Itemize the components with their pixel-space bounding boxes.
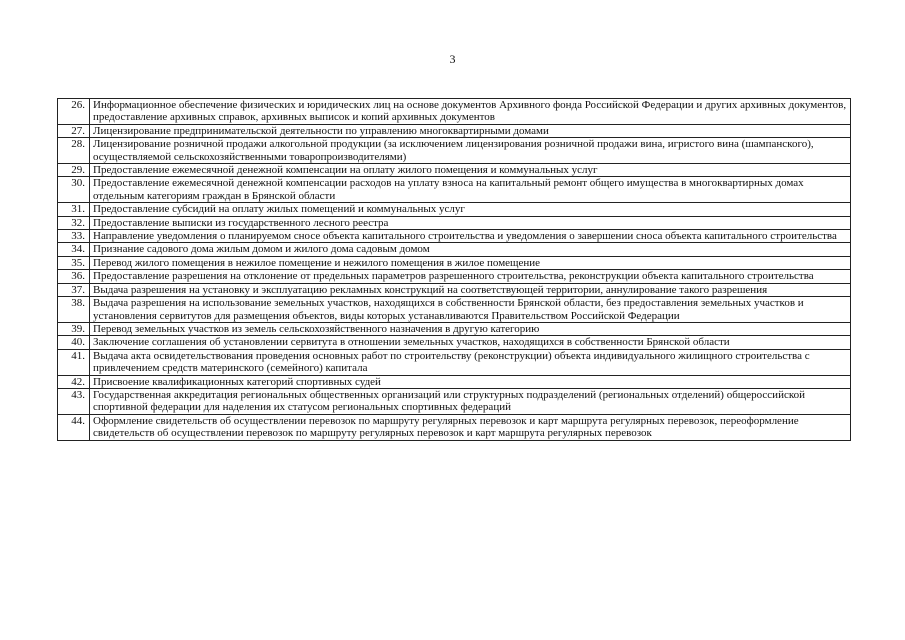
table-row (58, 336, 851, 349)
service-name: Заключение соглашения об установлении сервитута в отношении земельных участков, находящихся в собственности Брянской области (90, 336, 851, 349)
row-number: 35. (58, 256, 90, 269)
row-number: 38. (58, 297, 90, 323)
table-row (58, 375, 851, 388)
service-name: Оформление свидетельств об осуществлении перевозок по маршруту регулярных перевозок и карт маршрута регулярных перевозок, переоформление свидетельств об осуществлении перевозок по маршруту регулярных перевозок и карт маршрута регулярных перевозок (90, 414, 851, 440)
row-number: 27. (58, 124, 90, 137)
row-number: 31. (58, 203, 90, 216)
services-table (57, 98, 851, 441)
row-number: 33. (58, 230, 90, 243)
row-number: 28. (58, 138, 90, 164)
row-number: 26. (58, 99, 90, 125)
row-number: 44. (58, 414, 90, 440)
row-number: 36. (58, 270, 90, 283)
row-number: 42. (58, 375, 90, 388)
table-row (58, 297, 851, 323)
service-name: Лицензирование розничной продажи алкогольной продукции (за исключением лицензирования розничной продажи вина, игристого вина (шампанского), осуществляемой сельскохозяйственными товаропроизводителями) (90, 138, 851, 164)
table-row (58, 283, 851, 296)
table-row (58, 256, 851, 269)
table-row (58, 99, 851, 125)
service-name: Информационное обеспечение физических и юридических лиц на основе документов Архивного фонда Российской Федерации и других архивных документов, предоставление архивных справок, архивных выписок и копий архивных документов (90, 99, 851, 125)
row-number: 34. (58, 243, 90, 256)
row-number: 39. (58, 322, 90, 335)
table-row (58, 124, 851, 137)
service-name: Предоставление разрешения на отклонение от предельных параметров разрешенного строительства, реконструкции объекта капитального строительства (90, 270, 851, 283)
page-number: 3 (449, 52, 456, 66)
row-number: 43. (58, 388, 90, 414)
service-name: Выдача акта освидетельствования проведения основных работ по строительству (реконструкции) объекта индивидуального жилищного строительства с привлечением средств материнского (семейного) капитала (90, 349, 851, 375)
service-name: Предоставление ежемесячной денежной компенсации расходов на уплату взноса на капитальный ремонт общего имущества в многоквартирных домах отдельным категориям граждан в Брянской области (90, 177, 851, 203)
service-name: Направление уведомления о планируемом сносе объекта капитального строительства и уведомления о завершении сноса объекта капитального строительства (90, 230, 851, 243)
table-row (58, 216, 851, 229)
service-name: Перевод земельных участков из земель сельскохозяйственного назначения в другую категорию (90, 322, 851, 335)
row-number: 40. (58, 336, 90, 349)
service-name: Выдача разрешения на использование земельных участков, находящихся в собственности Брянской области, без предоставления земельных участков и установления сервитутов для размещения объектов, виды которых устанавливаются Правительством Российской Федерации (90, 297, 851, 323)
row-number: 37. (58, 283, 90, 296)
service-name: Лицензирование предпринимательской деятельности по управлению многоквартирными домами (90, 124, 851, 137)
row-number: 29. (58, 164, 90, 177)
service-name: Предоставление субсидий на оплату жилых помещений и коммунальных услуг (90, 203, 851, 216)
service-name: Перевод жилого помещения в нежилое помещение и нежилого помещения в жилое помещение (90, 256, 851, 269)
table-row (58, 388, 851, 414)
table-row (58, 270, 851, 283)
service-name: Государственная аккредитация региональных общественных организаций или структурных подразделений (региональных отделений) общероссийской спортивной федерации для наделения их статусом региональных спортивных федераций (90, 388, 851, 414)
service-name: Выдача разрешения на установку и эксплуатацию рекламных конструкций на соответствующей территории, аннулирование такого разрешения (90, 283, 851, 296)
table-row (58, 230, 851, 243)
table-row (58, 177, 851, 203)
table-row (58, 349, 851, 375)
table-row (58, 138, 851, 164)
table-row (58, 203, 851, 216)
service-name: Признание садового дома жилым домом и жилого дома садовым домом (90, 243, 851, 256)
table-row (58, 414, 851, 440)
service-name: Предоставление ежемесячной денежной компенсации на оплату жилого помещения и коммунальных услуг (90, 164, 851, 177)
table-row (58, 322, 851, 335)
row-number: 41. (58, 349, 90, 375)
service-name: Присвоение квалификационных категорий спортивных судей (90, 375, 851, 388)
row-number: 32. (58, 216, 90, 229)
service-name: Предоставление выписки из государственного лесного реестра (90, 216, 851, 229)
table-row (58, 243, 851, 256)
row-number: 30. (58, 177, 90, 203)
table-row (58, 164, 851, 177)
